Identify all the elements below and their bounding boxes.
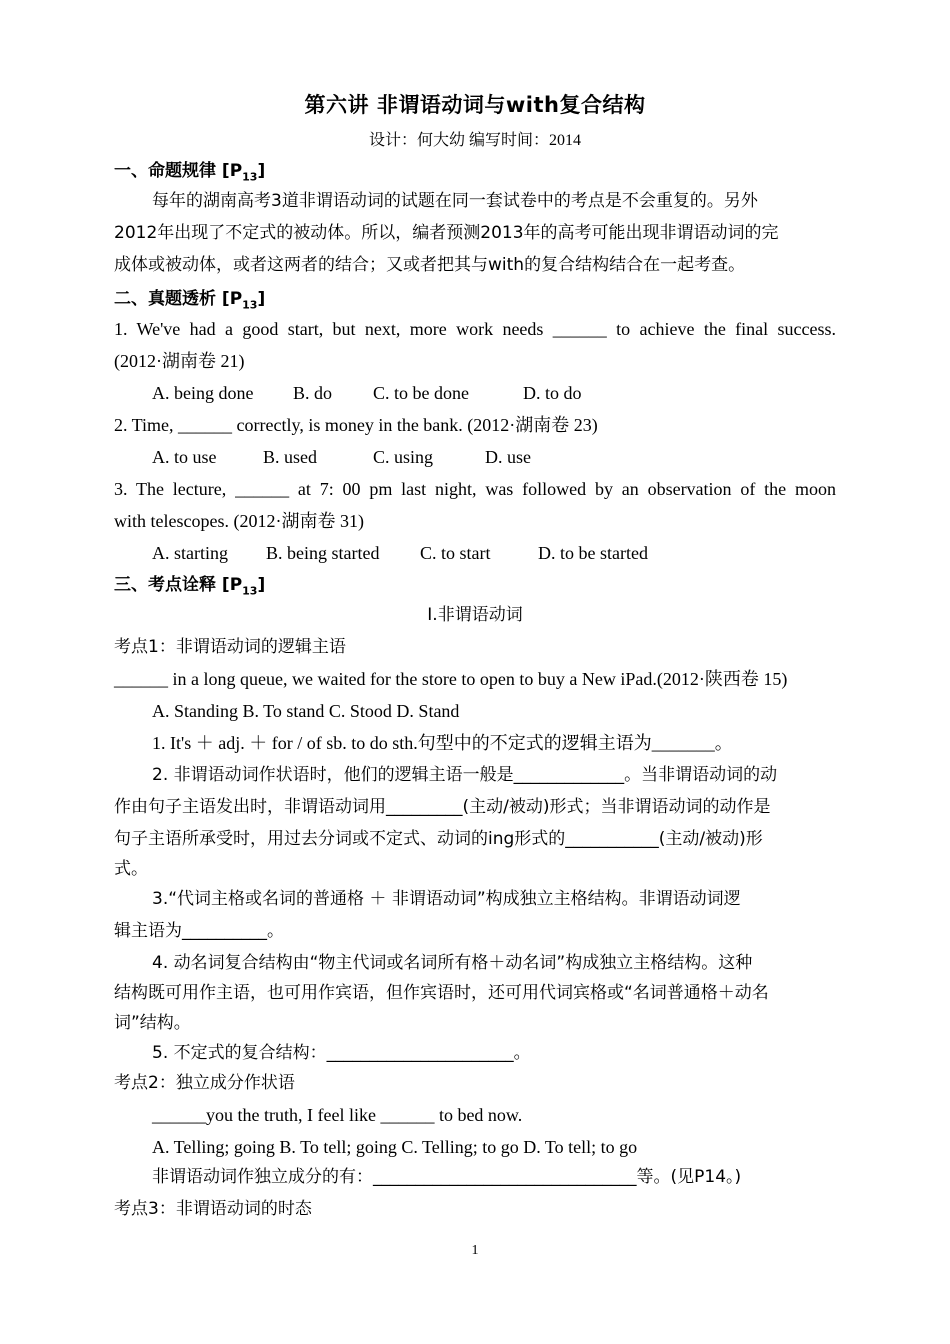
point-3-line: 辑主语为__________。 bbox=[114, 921, 284, 941]
point-2: 2. 非谓语动词作状语时，他们的逻辑主语一般是_____________。当非谓语动词的动 bbox=[152, 765, 778, 785]
option: D. use bbox=[485, 447, 531, 467]
option: D. to do bbox=[523, 383, 582, 403]
question-3: 3. The lecture, ______ at 7: 00 pm last night, was followed by an observation of the moon bbox=[114, 479, 836, 499]
point-4: 4. 动名词复合结构由“物主代词或名词所有格＋动名词”构成独立主格结构。这种 bbox=[152, 953, 753, 973]
option: C. to start bbox=[420, 543, 491, 563]
key-point-1-question: ______ in a long queue, we waited for the store to open to buy a New iPad.(2012·陕西卷 15) bbox=[114, 669, 788, 689]
point-1: 1. It's ＋ adj. ＋ for / of sb. to do sth.句型中的不定式的逻辑主语为_______。 bbox=[152, 733, 733, 753]
option: B. used bbox=[263, 447, 317, 467]
page-number: 1 bbox=[471, 1243, 479, 1258]
point-4-line: 结构既可用作主语，也可用作宾语，但作宾语时，还可用代词宾格或“名词普通格＋动名 bbox=[114, 983, 769, 1003]
option: A. to use bbox=[152, 447, 217, 467]
key-point-1-options: A. Standing B. To stand C. Stood D. Stand bbox=[152, 701, 460, 721]
section-heading-2: 二、真题透析 $[P_{13}]$ bbox=[114, 289, 266, 312]
key-point-3: 考点3：非谓语动词的时态 bbox=[114, 1199, 312, 1219]
question-3-source: with telescopes. (2012·湖南卷 31) bbox=[114, 511, 364, 531]
key-point-2-question: ______you the truth, I feel like ______ to bed now. bbox=[152, 1105, 523, 1125]
page-title: 第六讲 非谓语动词与with复合结构 bbox=[304, 93, 646, 117]
option: B. do bbox=[293, 383, 333, 403]
point-3: 3.“代词主格或名词的普通格 ＋ 非谓语动词”构成独立主格结构。非谓语动词逻 bbox=[152, 889, 741, 909]
question-2: 2. Time, ______ correctly, is money in the bank. (2012·湖南卷 23) bbox=[114, 415, 598, 435]
point-4-line: 词”结构。 bbox=[114, 1013, 191, 1033]
point-5: 5. 不定式的复合结构：______________________。 bbox=[152, 1043, 531, 1063]
option: A. being done bbox=[152, 383, 254, 403]
key-point-2-note: 非谓语动词作独立成分的有：_______________________________等。(见P14。) bbox=[152, 1167, 742, 1187]
option: A. starting bbox=[152, 543, 228, 563]
option: D. to be started bbox=[538, 543, 648, 563]
page-subtitle: 设计：何大幼 编写时间：2014 bbox=[368, 132, 581, 149]
option: C. to be done bbox=[373, 383, 469, 403]
key-point-1: 考点1：非谓语动词的逻辑主语 bbox=[114, 637, 346, 657]
key-point-2-options: A. Telling; going B. To tell; going C. Telling; to go D. To tell; to go bbox=[152, 1137, 638, 1157]
point-2-line: 句子主语所承受时，用过去分词或不定式、动词的ing形式的___________(主动/被动)形 bbox=[114, 829, 763, 849]
key-point-2: 考点2：独立成分作状语 bbox=[114, 1073, 295, 1093]
question-1: 1. We've had a good start, but next, more work needs ______ to achieve the final success. bbox=[114, 319, 836, 339]
paragraph-line: 每年的湖南高考3道非谓语动词的试题在同一套试卷中的考点是不会重复的。另外 bbox=[152, 191, 758, 211]
question-1-source: (2012·湖南卷 21) bbox=[114, 351, 245, 371]
part-heading: Ⅰ.非谓语动词 bbox=[427, 605, 523, 625]
section-heading-3: 三、考点诠释 $[P_{13}]$ bbox=[114, 575, 266, 598]
point-2-line: 式。 bbox=[114, 859, 148, 879]
section-heading-1: 一、命题规律 $[P_{13}]$ bbox=[114, 161, 266, 184]
paragraph-line: 成体或被动体，或者这两者的结合；又或者把其与with的复合结构结合在一起考查。 bbox=[114, 255, 746, 275]
option: B. being started bbox=[266, 543, 380, 563]
point-2-line: 作由句子主语发出时，非谓语动词用_________(主动/被动)形式；当非谓语动词的动作是 bbox=[114, 797, 771, 817]
paragraph-line: 2012年出现了不定式的被动体。所以，编者预测2013年的高考可能出现非谓语动词的完 bbox=[114, 223, 779, 243]
option: C. using bbox=[373, 447, 434, 467]
